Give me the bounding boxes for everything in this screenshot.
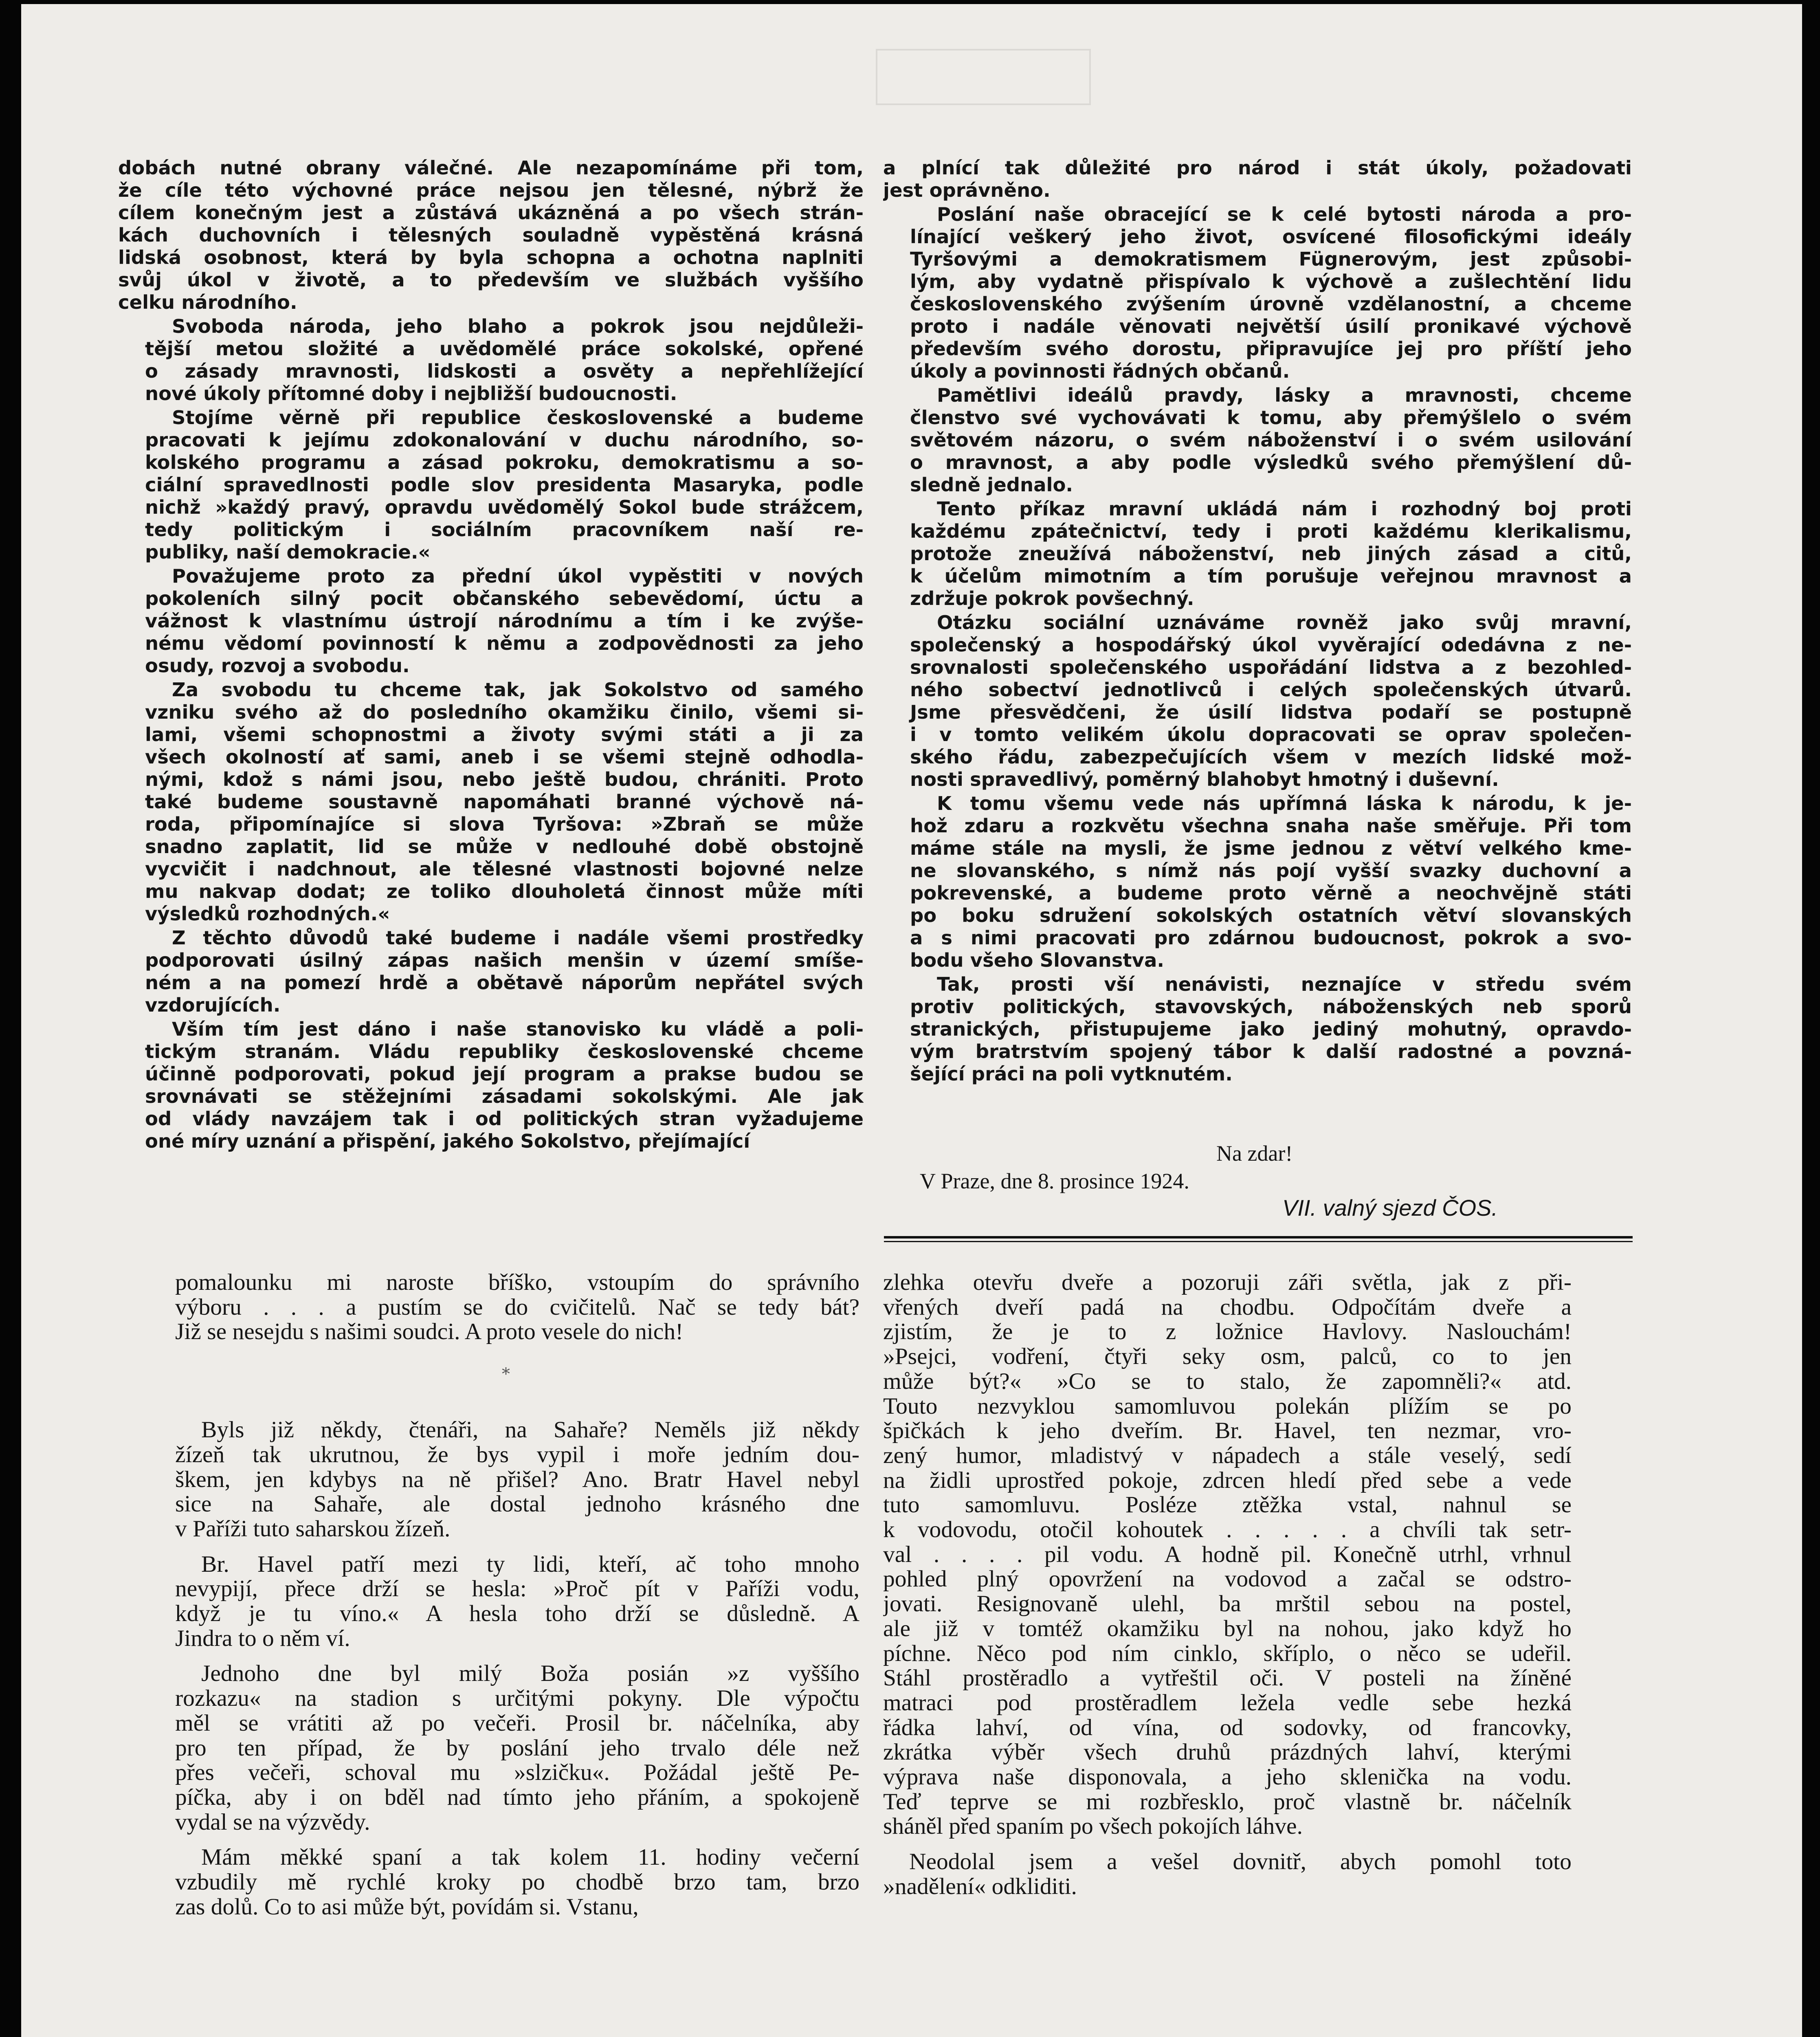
signature: VII. valný sjezd ČOS. [1282,1195,1498,1221]
text-line: nichž »každý pravý, opravdu uvědomělý Sokol bude strážcem, [145,496,864,518]
text-line: vážnost k vlastnímu ústrojí národnímu a tím i ke zvýše- [145,610,864,632]
lower-left-column [175,1270,859,2016]
paragraph [175,1845,859,1919]
text-line: pokrevenské, a budeme proto věrně a neochvějně státi [910,882,1632,904]
text-line: osudy, rozvoj a svobodu. [145,655,410,677]
paragraph [118,157,864,314]
text-line: Tak, prosti vší nenávisti, neznajíce v středu svém [937,973,1632,995]
text-line: pro ten případ, že by poslání jeho trvalo déle než [175,1735,859,1761]
text-line: tější metou složité a uvědomělé práce sokolské, opřené [145,338,864,360]
paragraph [118,565,864,677]
text-line: snadno zaplatit, lid se může v nedlouhé době obstojně [145,836,864,858]
text-line: o zásady mravnosti, lidskosti a osvěty a nepřehlížející [145,360,864,382]
text-line: jovati. Resignovaně ulehl, ba mrštil sebou na postel, [883,1591,1572,1617]
text-line: od vlády navzájem tak i od politických stran vyžadujeme [145,1108,864,1130]
text-line: Tento příkaz mravní ukládá nám i rozhodný boj proti [937,498,1632,520]
text-line: vydal se na výzvědy. [175,1809,370,1835]
paragraph-gap [175,1835,859,1845]
lower-right-column [883,1270,1572,2016]
text-line: línající veškerý jeho život, osvícené filosofickými ideály [910,226,1632,248]
text-line: zkrátka výběr všech druhů prázdných lahví, kterými [883,1739,1572,1765]
text-line: Teď teprve se mi rozbřesklo, proč vlastně br. náčelník [883,1788,1572,1815]
text-line: Považujeme proto za přední úkol vypěstiti v nových [172,565,864,587]
text-line: Svoboda národa, jeho blaho a pokrok jsou nejdůleži- [172,315,864,337]
text-line: Za svobodu tu chceme tak, jak Sokolstvo od samého [172,679,864,701]
text-line: nevypijí, přece drží se hesla: »Proč pít v Paříži vodu, [175,1576,859,1602]
text-line: Pamětlivi ideálů pravdy, lásky a mravnosti, chceme [937,384,1632,406]
text-line: proto i nadále věnovati největší úsilí pronikavé výchově [910,315,1632,337]
paragraph [175,1552,859,1651]
text-line: matraci pod prostěradlem ležela vedle sebe hezká [883,1689,1572,1716]
text-line: řádka lahví, od vína, od sodovky, od francovky, [883,1714,1572,1740]
paragraph [883,973,1632,1085]
text-line: celku národního. [118,291,297,313]
paragraph-gap [175,1651,859,1661]
text-line: srovnalosti společenského uspořádání lidstva a z bezohled- [910,656,1632,678]
paragraph-gap [883,1839,1572,1850]
text-line: pomalounku mi naroste bříško, vstoupím do správního [175,1270,859,1295]
text-line: vzniku svého až do posledního okamžiku činilo, všemi si- [145,701,864,723]
paragraph [883,498,1632,610]
section-divider [884,1236,1633,1238]
text-line: tickým stranám. Vládu republiky československé chceme [145,1040,864,1062]
paragraph [883,612,1632,791]
paragraph [883,203,1632,383]
text-line: val . . . . pil vodu. A hodně pil. Konečně utrhl, vrhnul [883,1541,1572,1567]
paragraph [118,315,864,405]
text-line: že cíle této výchovné práce nejsou jen tělesné, nýbrž že [118,179,864,201]
text-line: každému zpátečnictví, tedy i proti každému klerikalismu, [910,520,1632,542]
text-line: tuto samomluvu. Posléze ztěžka vstal, nahnul se [883,1492,1572,1518]
text-line: škem, jen kdybys na ně přišel? Ano. Bratr Havel nebyl [175,1466,859,1492]
upper-right-column [883,157,1632,1232]
text-line: nosti spravedlivý, poměrný blahobyt hmotný i duševní. [910,768,1499,790]
text-line: vycvičit i nadchnout, ale tělesné vlastnosti bojovné nelze [145,858,864,880]
text-line: Stojíme věrně při republice československé a budeme [172,407,864,429]
paragraph [883,157,1632,202]
text-line: vým bratrstvím spojený tábor k další radostné a povzná- [910,1040,1632,1062]
text-line: píchne. Něco pod ním cinklo, skříplo, o něco se udeřil. [883,1640,1572,1666]
text-line: Z těchto důvodů také budeme i nadále všemi prostředky [172,927,864,949]
text-line: může být?« »Co se to stalo, že zapomněli?« atd. [883,1368,1572,1394]
text-line: Jednoho dne byl milý Boža posián »z vyššího [201,1661,859,1687]
text-line: protože zneužívá náboženství, neb jiných zásad a citů, [910,543,1632,565]
paragraph [883,1270,1572,1839]
text-line: cílem konečným jest a zůstává ukázněná a po všech strán- [118,202,864,224]
text-line: podporovati úsilný zápas našich menšin v území smíše- [145,949,864,971]
text-line: svůj úkol v životě, a to především ve službách vyššího [118,269,864,291]
text-line: na židli uprostřed pokoje, zdrcen hledí před sebe a vede [883,1467,1572,1493]
text-line: nými, kdož s námi jsou, nebo ještě budou, chrániti. Proto [145,768,864,790]
place-date: V Praze, dne 8. prosince 1924. [920,1169,1189,1193]
text-line: společenský a hospodářský úkol vyvěrající odedávna z ne- [910,634,1632,656]
text-line: tedy politickým i sociálním pracovníkem naší re- [145,519,864,541]
paragraph [883,1850,1572,1899]
text-line: k účelům mimotním a tím porušuje veřejnou mravnost a [910,565,1632,587]
text-line: Jsme přesvědčeni, že úsilí lidstva podaří se postupně [910,701,1632,723]
text-line: měl se vrátiti až po večeři. Prosil br. náčelníka, aby [175,1710,859,1736]
paragraph [175,1661,859,1835]
paragraph [883,384,1632,496]
text-line: bodu všeho Slovanstva. [910,949,1165,971]
text-line: o mravnost, a aby podle výsledků svého přemýšlení dů- [910,451,1632,473]
paragraph [175,1270,859,1344]
text-line: Jindra to o něm ví. [175,1625,350,1651]
paragraph [118,407,864,563]
text-line: roda, připomínajíce si slova Tyršova: »Zbraň se může [145,813,864,835]
text-line: vzbudily mě rychlé kroky po chodbě brzo tam, brzo [175,1869,859,1895]
text-line: zdržuje pokrok povšechný. [910,587,1194,609]
text-line: zlehka otevřu dveře a pozoruji záři světla, jak z při- [883,1270,1572,1295]
text-line: po boku sdružení sokolských ostatních větví slovanských [910,904,1632,926]
faded-stamp [876,49,1091,105]
text-line: vzdorujících. [145,994,281,1016]
text-line: Byls již někdy, čtenáři, na Sahaře? Neměls již někdy [201,1417,859,1443]
text-line: světovém názoru, o svém náboženství i o svém usilování [910,429,1632,451]
text-line: hož zdaru a rozkvětu všechna snaha naše směřuje. Při tom [910,815,1632,837]
text-line: Mám měkké spaní a tak kolem 11. hodiny večerní [201,1844,859,1870]
text-line: Poslání naše obracející se k celé bytosti národa a pro- [937,203,1632,225]
text-line: lami, všemi schopnostmi a životy svými státi a ji za [145,724,864,746]
text-line: výprava naše disponovala, a jeho sklenička na vodu. [883,1764,1572,1790]
text-line: členstvo své vychovávati k tomu, aby přemýšlelo o svém [910,407,1632,429]
text-line: i v tomto velikém úkolu dopracovati se oprav společen- [910,724,1632,746]
text-line: zjistím, že je to z ložnice Havlovy. Naslouchám! [883,1319,1572,1345]
text-line: kolského programu a zásad pokroku, demokratismu a so- [145,451,864,473]
text-line: pokoleních silný pocit občanského sebevědomí, úctu a [145,587,864,609]
text-line: Již se nesejdu s našimi soudci. A proto vesele do nich! [175,1319,684,1345]
text-line: jest oprávněno. [883,179,1051,201]
text-line: »nadělení« odkliditi. [883,1873,1077,1899]
text-line: nému vědomí povinností k němu a zodpovědnosti za jeho [145,632,864,654]
scan-border-top [0,0,1820,4]
text-line: ného sobectví jednotlivců i celých společenských útvarů. [910,679,1632,701]
text-line: K tomu všemu vede nás upřímná láska k národu, k je- [937,792,1632,814]
text-line: ném a na pomezí hrdě a obětavě náporům nepřátel svých [145,972,864,994]
text-line: a plnící tak důležité pro národ i stát úkoly, požadovati [883,157,1632,179]
text-line: sháněl před spaním po všech pokojích láhve. [883,1813,1303,1839]
text-line: dobách nutné obrany válečné. Ale nezapomínáme při tom, [118,157,864,179]
text-line: když je tu víno.« A hesla toho drží se důsledně. A [175,1601,859,1627]
text-line: k vodovodu, otočil kohoutek . . . . . a chvíli tak setr- [883,1517,1572,1543]
text-line: výboru . . . a pustím se do cvičitelů. Nač se tedy bát? [175,1294,859,1320]
text-line: lým, aby vydatně přispívalo k výchově a zušlechtění lidu [910,271,1632,293]
text-line: výsledků rozhodných.« [145,903,390,925]
text-line: Neodolal jsem a vešel dovnitř, abych pomohl toto [909,1849,1572,1875]
text-line: píčka, aby i on bděl nad tímto jeho přáním, a spokojeně [175,1784,859,1810]
text-line: Touto nezvyklou samomluvou polekán plížím se po [883,1393,1572,1419]
greeting: Na zdar! [1216,1141,1293,1166]
scan-border-right [1802,0,1820,2037]
text-line: zený humor, mladistvý v nápadech a stále veselý, sedí [883,1442,1572,1468]
text-line: nové úkoly přítomné doby i nejbližší budoucnosti. [145,383,677,405]
text-line: ciální spravedlnosti podle slov presidenta Masaryka, podle [145,474,864,496]
text-line: protiv politických, stavovských, náboženských neb sporů [910,996,1632,1018]
text-line: Vším tím jest dáno i naše stanovisko ku vládě a poli- [172,1018,864,1040]
text-line: lidská osobnost, která by byla schopna a ochotna naplniti [118,246,864,268]
paragraph [118,1018,864,1153]
text-line: československého zvýšením úrovně vzdělanostní, a chceme [910,293,1632,315]
text-line: úkoly a povinnosti řádných občanů. [910,360,1290,382]
text-line: kách duchovních i tělesných souladně vypěstěná krásná [118,224,864,246]
scan-border-left [0,0,21,2037]
upper-left-column [118,157,864,1232]
paragraph [118,927,864,1016]
text-line: vřených dveří padá na chodbu. Odpočítám dveře a [883,1294,1572,1320]
text-line: sice na Sahaře, ale dostal jednoho krásného dne [175,1491,859,1517]
paragraph [883,792,1632,972]
text-line: šející práci na poli vytknutém. [910,1063,1233,1085]
text-line: sledně jednalo. [910,474,1073,496]
text-line: stranických, přistupujeme jako jediný mohutný, opravdo- [910,1018,1632,1040]
text-line: mu nakvap dodat; ze toliko dlouholetá činnost může míti [145,880,864,902]
text-line: žízeň tak ukrutnou, že bys vypil i moře jedním dou- [175,1441,859,1467]
text-line: ale již v tomtéž okamžiku byl na nohou, jako když ho [883,1615,1572,1641]
text-line: Stáhl prostěradlo a vytřeštil oči. V posteli na žíněné [883,1665,1572,1691]
text-line: zas dolů. Co to asi může být, povídám si. Vstanu, [175,1894,639,1920]
text-line: ského řádu, zabezpečujících všem v mezích lidské mož- [910,746,1632,768]
text-line: srovnávati se stěžejními zásadami sokolskými. Ale jak [145,1085,864,1107]
text-line: rozkazu« na stadion s určitými pokyny. Dle výpočtu [175,1685,859,1711]
paragraph [118,679,864,925]
paragraph-gap [175,1542,859,1552]
text-line: oné míry uznání a přispění, jakého Sokolstvo, přejímající [145,1130,750,1152]
text-line: pracovati k jejímu zdokonalování v duchu národního, so- [145,429,864,451]
text-line: všech okolností ať sami, aneb i se všemi stejně odhodla- [145,746,864,768]
text-line: přes večeři, schoval mu »slzičku«. Požádal ještě Pe- [175,1760,859,1786]
text-line: v Paříži tuto saharskou žízeň. [175,1516,451,1542]
section-asterisk: * [502,1365,510,1384]
paragraph-gap [175,1344,859,1418]
text-line: účinně podporovati, pokud její program a prakse budou se [145,1063,864,1085]
text-line: ne slovanského, s nímž nás pojí vyšší svazky duchovní a [910,860,1632,882]
text-line: Otázku sociální uznáváme rovněž jako svůj mravní, [937,612,1632,634]
text-line: máme stále na mysli, že jsme jednou z větví velkého kme- [910,837,1632,859]
text-line: také budeme soustavně napomáhati branné výchově ná- [145,791,864,813]
text-line: a s nimi pracovati pro zdárnou budoucnost, pokrok a svo- [910,927,1632,949]
text-line: pohled plný opovržení na vodovod a začal se odstro- [883,1566,1572,1592]
text-line: Tyršovými a demokratismem Fügnerovým, jest způsobi- [910,248,1632,270]
text-line: Br. Havel patří mezi ty lidi, kteří, ač toho mnoho [201,1551,859,1577]
text-line: především svého dorostu, připravujíce jej pro příští jeho [910,338,1632,360]
text-line: »Psejci, vodření, čtyři seky osm, palců, co to jen [883,1344,1572,1370]
text-line: špičkách k jeho dveřím. Br. Havel, ten nezmar, vro- [883,1418,1572,1444]
section-divider-thin [884,1241,1633,1242]
paragraph [175,1418,859,1542]
text-line: publiky, naší demokracie.« [145,541,431,563]
